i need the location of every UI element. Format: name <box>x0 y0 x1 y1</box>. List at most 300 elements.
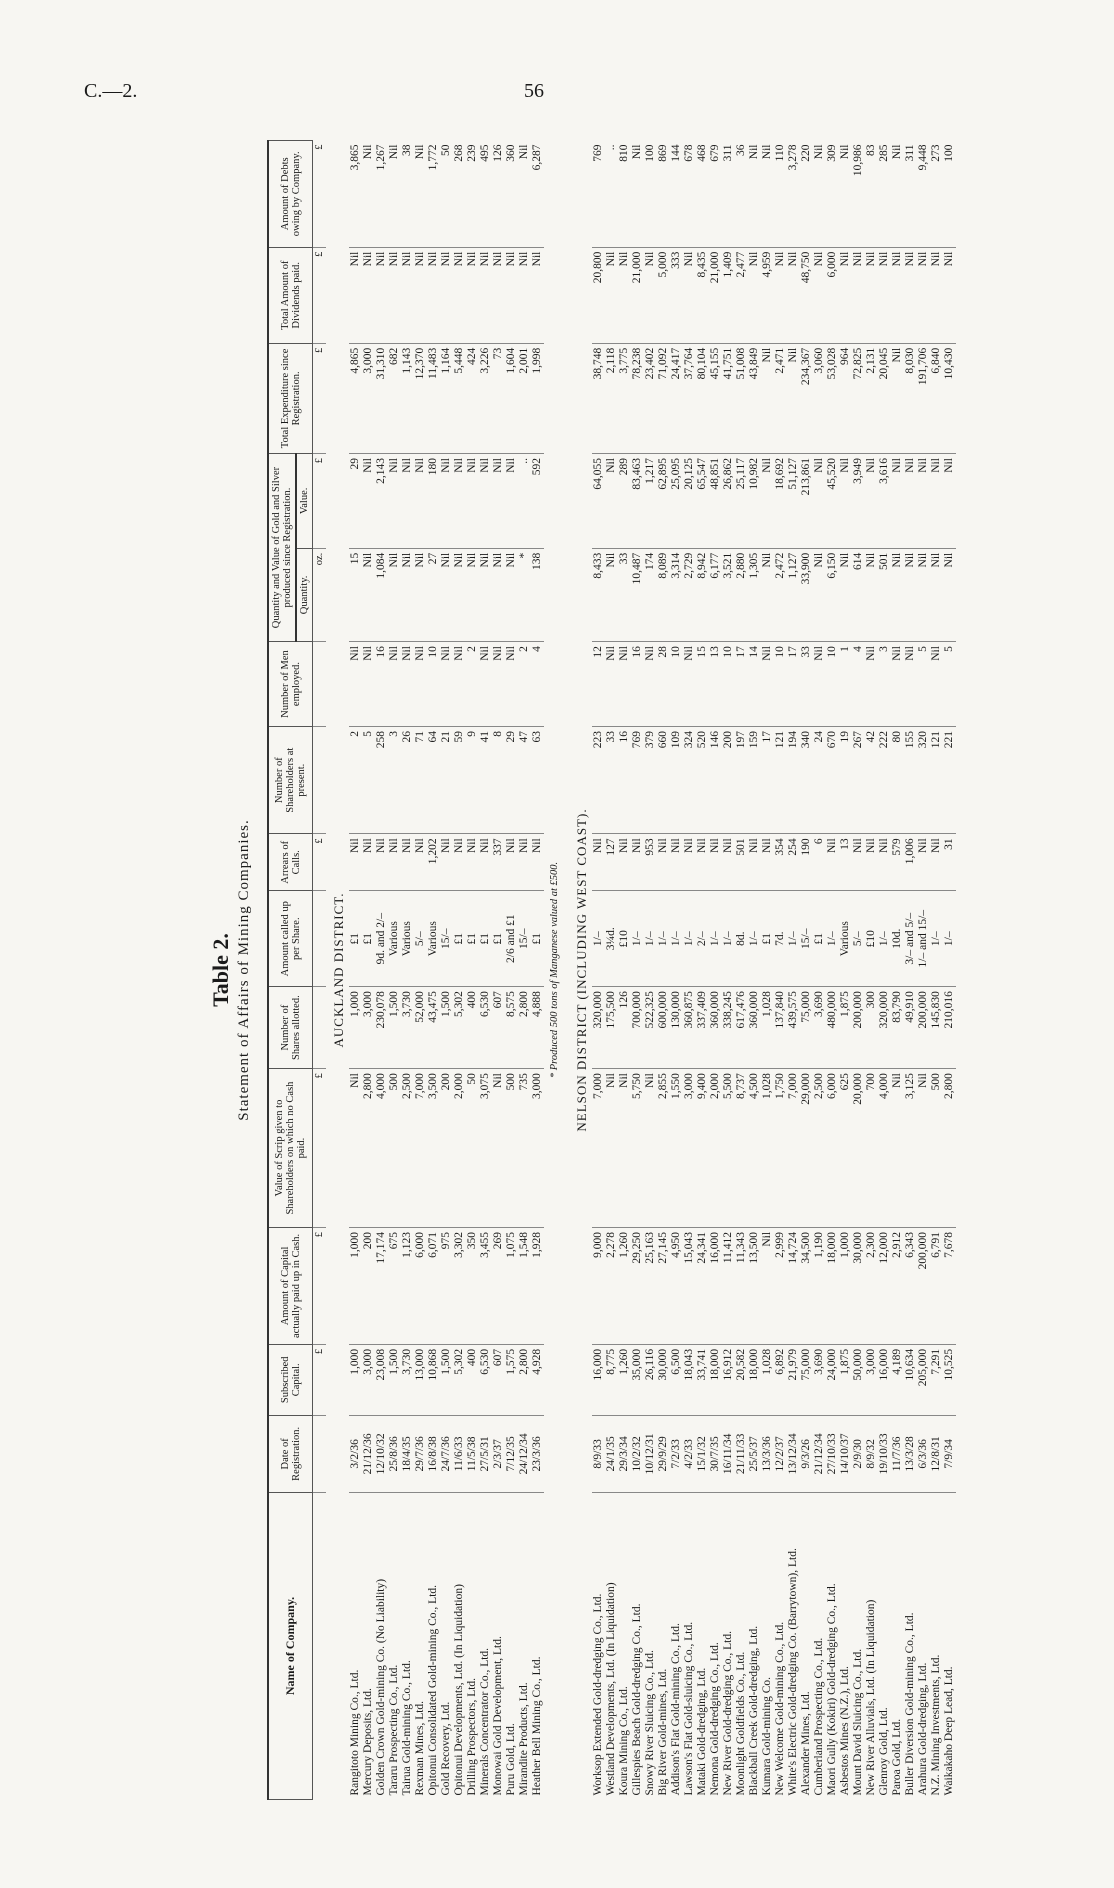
cell: Nil <box>761 1227 774 1344</box>
cell: 480,000 <box>826 987 839 1069</box>
cell: 10 <box>670 642 683 727</box>
cell: 28 <box>657 642 670 727</box>
cell: 43,475 <box>427 987 440 1069</box>
cell: Blackball Creek Gold-dredging, Ltd. <box>748 1625 761 1796</box>
cell: 3,226 <box>479 343 492 453</box>
cell: 769 <box>631 727 644 834</box>
cell: Nil <box>518 247 531 343</box>
cell: Nil <box>891 247 904 343</box>
cell: 682 <box>388 343 401 453</box>
cell: Nil <box>917 454 930 549</box>
cell: 23/3/36 <box>531 1415 544 1492</box>
cell: 424 <box>466 343 479 453</box>
cell: 18/4/35 <box>401 1415 414 1492</box>
cell: 675 <box>388 1227 401 1344</box>
cell: 33,900 <box>800 548 813 641</box>
cell: 23,402 <box>644 343 657 453</box>
cell <box>313 1415 327 1492</box>
cell: Nil <box>349 834 362 891</box>
cell: 21/12/34 <box>813 1415 826 1492</box>
cell: 360,000 <box>709 987 722 1069</box>
cell: 400 <box>466 1344 479 1415</box>
cell: 18,000 <box>748 1344 761 1415</box>
cell: Nil <box>492 642 505 727</box>
cell: 1/– and 15/– <box>917 891 930 987</box>
cell: 71 <box>414 727 427 834</box>
cell: Nil <box>505 454 518 549</box>
cell <box>313 727 327 834</box>
cell: 6,840 <box>930 343 943 453</box>
cell: Nil <box>362 247 375 343</box>
cell: 354 <box>774 834 787 891</box>
cell: Nil <box>904 454 917 549</box>
cell: Heather Bell Mining Co., Ltd. <box>531 1656 544 1796</box>
cell: 2,477 <box>735 247 748 343</box>
cell: 258 <box>375 727 388 834</box>
cell: 15 <box>349 548 362 641</box>
cell: 234,367 <box>800 343 813 453</box>
cell: 1,006 <box>904 834 917 891</box>
cell: 9,400 <box>696 1069 709 1228</box>
cell: 45,520 <box>826 454 839 549</box>
cell: 63 <box>531 727 544 834</box>
cell: 2,000 <box>709 1069 722 1228</box>
cell: 869 <box>657 141 670 248</box>
cell: 1,500 <box>388 1344 401 1415</box>
district-heading-nelson: NELSON DISTRICT (INCLUDING WEST COAST). <box>574 808 590 1132</box>
cell: 20,800 <box>592 247 605 343</box>
cell: 21,000 <box>709 247 722 343</box>
cell: 6,071 <box>427 1227 440 1344</box>
cell: 4,865 <box>349 343 362 453</box>
cell: Nil <box>388 247 401 343</box>
cell: 254 <box>787 834 800 891</box>
cell: £1 <box>531 891 544 987</box>
cell: 6,500 <box>670 1344 683 1415</box>
cell: 700,000 <box>631 987 644 1069</box>
cell: 24,417 <box>670 343 683 453</box>
cell: 3,000 <box>362 343 375 453</box>
cell: 51,127 <box>787 454 800 549</box>
cell: Nil <box>813 548 826 641</box>
cell: Nil <box>865 834 878 891</box>
cell: 4,500 <box>748 1069 761 1228</box>
cell: Alexander Mines, Ltd. <box>800 1691 813 1796</box>
table-row <box>800 141 813 1800</box>
cell: 1/– <box>826 891 839 987</box>
cell: 100 <box>644 141 657 248</box>
cell: 1,500 <box>440 987 453 1069</box>
cell: Nil <box>466 247 479 343</box>
cell: Various <box>388 891 401 987</box>
cell: £10 <box>618 891 631 987</box>
cell: 3,302 <box>453 1227 466 1344</box>
cell: 269 <box>492 1227 505 1344</box>
cell: 975 <box>440 1227 453 1344</box>
cell: 15/1/32 <box>696 1415 709 1492</box>
cell: Puru Gold, Ltd. <box>505 1723 518 1796</box>
cell: 1,000 <box>349 1227 362 1344</box>
table-title: Table 2. <box>208 933 233 1007</box>
cell: £ <box>313 834 327 891</box>
cell: Nil <box>891 548 904 641</box>
cell: 2,500 <box>813 1069 826 1228</box>
cell: Nil <box>518 141 531 248</box>
cell: 2,131 <box>865 343 878 453</box>
table-row <box>761 141 774 1800</box>
cell: Nil <box>414 247 427 343</box>
cell: 3,730 <box>401 1344 414 1415</box>
cell: 1,000 <box>839 1227 852 1344</box>
cell: Nil <box>505 642 518 727</box>
cell: 8,942 <box>696 548 709 641</box>
table-row <box>696 141 709 1800</box>
cell: Nil <box>401 454 414 549</box>
cell: 2,472 <box>774 548 787 641</box>
cell: 607 <box>492 1344 505 1415</box>
cell: Nil <box>631 141 644 248</box>
cell: Mataki Gold-dredging, Ltd. <box>696 1667 709 1796</box>
cell: Nil <box>748 834 761 891</box>
cell: 9d. and 2/– <box>375 891 388 987</box>
cell: 42 <box>865 727 878 834</box>
cell: New River Gold-dredging Co., Ltd. <box>722 1631 735 1796</box>
cell: 2,500 <box>401 1069 414 1228</box>
cell: 200,000 <box>917 1227 930 1344</box>
cell: 3,278 <box>787 141 800 248</box>
cell: 3,775 <box>618 343 631 453</box>
cell: Nil <box>453 642 466 727</box>
cell: Nil <box>787 247 800 343</box>
cell: 2/9/30 <box>852 1415 865 1492</box>
cell: 2,912 <box>891 1227 904 1344</box>
cell: 3,730 <box>401 987 414 1069</box>
cell: 20,000 <box>852 1069 865 1228</box>
cell: 73 <box>492 343 505 453</box>
cell: 200,000 <box>917 987 930 1069</box>
cell: Nil <box>904 247 917 343</box>
cell: 500 <box>505 1069 518 1228</box>
footnote: * Produced 500 tons of Manganese valued at £500. <box>549 861 561 1079</box>
cell: 3,865 <box>349 141 362 248</box>
cell: 48,851 <box>709 454 722 549</box>
cell: 29,250 <box>631 1227 644 1344</box>
cell: 10,986 <box>852 141 865 248</box>
table-row <box>518 141 531 1800</box>
cell: 145,830 <box>930 987 943 1069</box>
header-dividends: Total Amount of Dividends paid. <box>268 247 313 343</box>
cell: 21,979 <box>787 1344 800 1415</box>
cell: 146 <box>709 727 722 834</box>
cell: 9 <box>466 727 479 834</box>
cell: Nil <box>761 343 774 453</box>
cell: 21/11/33 <box>735 1415 748 1492</box>
cell: 194 <box>787 727 800 834</box>
cell: 7,291 <box>930 1344 943 1415</box>
cell: 109 <box>670 727 683 834</box>
page-number: 56 <box>524 80 544 102</box>
cell: 29/7/36 <box>414 1415 427 1492</box>
cell: 200 <box>362 1227 375 1344</box>
cell: £1 <box>349 891 362 987</box>
cell: 520 <box>696 727 709 834</box>
cell: 3,000 <box>531 1069 544 1228</box>
cell: Nil <box>683 642 696 727</box>
cell: New River Alluvials, Ltd. (In Liquidation) <box>865 1599 878 1796</box>
cell: 1,772 <box>427 141 440 248</box>
cell: 1/– <box>683 891 696 987</box>
cell: 735 <box>518 1069 531 1228</box>
header-value: Value. <box>296 454 313 549</box>
cell: Opitonui Consolidated Gold-mining Co., Ltd. <box>427 1584 440 1796</box>
cell: Nil <box>891 1069 904 1228</box>
cell: oz. <box>313 548 327 641</box>
cell: Nil <box>388 548 401 641</box>
cell: 64,055 <box>592 454 605 549</box>
cell: 190 <box>800 834 813 891</box>
cell: Nil <box>787 343 800 453</box>
header-quantity: Quantity. <box>296 548 313 641</box>
cell: £ <box>313 1344 327 1415</box>
cell: 27 <box>427 548 440 641</box>
cell: 21/12/36 <box>362 1415 375 1492</box>
cell: 62,895 <box>657 454 670 549</box>
cell: Nil <box>891 642 904 727</box>
cell: New Welcome Gold-mining Co., Ltd. <box>774 1621 787 1796</box>
cell: Waikakaho Deep Lead, Ltd. <box>943 1666 956 1796</box>
cell: 17 <box>761 727 774 834</box>
cell: Paroa Gold, Ltd. <box>891 1718 904 1796</box>
cell: 16,912 <box>722 1344 735 1415</box>
cell: Nil <box>492 1069 505 1228</box>
cell: Buller Diversion Gold-mining Co., Ltd. <box>904 1612 917 1796</box>
cell: Nil <box>388 642 401 727</box>
cell: 8,737 <box>735 1069 748 1228</box>
cell: 83,790 <box>891 987 904 1069</box>
cell: Worksop Extended Gold-dredging Co., Ltd. <box>592 1593 605 1796</box>
cell: 300 <box>865 987 878 1069</box>
cell: 15/– <box>518 891 531 987</box>
cell: 33 <box>605 727 618 834</box>
cell: 223 <box>592 727 605 834</box>
cell: £1 <box>761 891 774 987</box>
cell: £1 <box>453 891 466 987</box>
cell: 15 <box>696 642 709 727</box>
cell: Nil <box>401 642 414 727</box>
header-subscribed: Subscribed Capital. <box>268 1344 313 1415</box>
cell: 29/9/29 <box>657 1415 670 1492</box>
cell: 25/8/36 <box>388 1415 401 1492</box>
cell: 617,476 <box>735 987 748 1069</box>
cell: 6,287 <box>531 141 544 248</box>
cell: Gillespies Beach Gold-dredging Co., Ltd. <box>631 1603 644 1796</box>
cell: 10,430 <box>943 343 956 453</box>
cell: 2,800 <box>362 1069 375 1228</box>
cell: 3 <box>388 727 401 834</box>
cell: 14 <box>748 642 761 727</box>
cell: 43,849 <box>748 343 761 453</box>
cell: 1,260 <box>618 1344 631 1415</box>
cell: 3/2/36 <box>349 1415 362 1492</box>
table-row <box>414 141 427 1800</box>
cell: Nil <box>518 834 531 891</box>
cell: 6,892 <box>774 1344 787 1415</box>
cell: 72,825 <box>852 343 865 453</box>
cell: 324 <box>683 727 696 834</box>
cell: 7,000 <box>414 1069 427 1228</box>
cell: 29 <box>505 727 518 834</box>
cell: 600,000 <box>657 987 670 1069</box>
cell: 439,575 <box>787 987 800 1069</box>
table-row <box>375 141 388 1800</box>
cell: 23,008 <box>375 1344 388 1415</box>
table-row <box>453 141 466 1800</box>
cell: Nil <box>813 454 826 549</box>
cell: Nil <box>440 454 453 549</box>
cell: Nil <box>592 834 605 891</box>
cell: 8,435 <box>696 247 709 343</box>
cell: 11,412 <box>722 1227 735 1344</box>
cell: Nil <box>943 247 956 343</box>
cell: 2,278 <box>605 1227 618 1344</box>
cell: Nil <box>414 834 427 891</box>
cell: Westland Developments, Ltd. (In Liquidation) <box>605 1582 618 1796</box>
cell: 37,764 <box>683 343 696 453</box>
cell: Nil <box>917 548 930 641</box>
cell: Nil <box>618 642 631 727</box>
cell: 126 <box>618 987 631 1069</box>
cell: 2,001 <box>518 343 531 453</box>
cell: 267 <box>852 727 865 834</box>
cell: Nil <box>453 834 466 891</box>
cell: Nil <box>839 141 852 248</box>
cell: 27,145 <box>657 1227 670 1344</box>
cell: £ <box>313 454 327 549</box>
cell: 191,706 <box>917 343 930 453</box>
cell: 2,300 <box>865 1227 878 1344</box>
cell: 500 <box>388 1069 401 1228</box>
page-code: C.—2. <box>84 80 138 102</box>
cell: Nil <box>696 834 709 891</box>
cell: 3,949 <box>852 454 865 549</box>
cell: Nil <box>427 247 440 343</box>
table-row <box>787 141 800 1800</box>
cell: 80,104 <box>696 343 709 453</box>
cell: 1,260 <box>618 1227 631 1344</box>
table-row <box>774 141 787 1800</box>
cell: 3,125 <box>904 1069 917 1228</box>
cell: Nil <box>375 247 388 343</box>
cell: 522,325 <box>644 987 657 1069</box>
cell: Mercury Deposits, Ltd. <box>362 1688 375 1796</box>
cell: Nil <box>453 548 466 641</box>
cell: 13/12/34 <box>787 1415 800 1492</box>
cell: 289 <box>618 454 631 549</box>
cell: £ <box>313 1069 327 1228</box>
cell: 12/10/32 <box>375 1415 388 1492</box>
table-row <box>427 141 440 1800</box>
cell: 8,775 <box>605 1344 618 1415</box>
cell: Nil <box>388 834 401 891</box>
cell: 48,750 <box>800 247 813 343</box>
cell: 1/– <box>644 891 657 987</box>
cell: Nil <box>492 454 505 549</box>
cell: Nil <box>878 834 891 891</box>
cell: 6 <box>813 834 826 891</box>
cell: 2,880 <box>735 548 748 641</box>
cell: Nil <box>388 141 401 248</box>
cell: Nil <box>761 141 774 248</box>
cell: 2/6 and £1 <box>505 891 518 987</box>
cell: 8,089 <box>657 548 670 641</box>
cell: Nil <box>826 834 839 891</box>
cell: 501 <box>878 548 891 641</box>
cell: 24,341 <box>696 1227 709 1344</box>
cell: 2,471 <box>774 343 787 453</box>
cell: 20,045 <box>878 343 891 453</box>
cell: Nil <box>761 642 774 727</box>
cell: 11/5/38 <box>466 1415 479 1492</box>
cell: Various <box>427 891 440 987</box>
cell: 10/2/32 <box>631 1415 644 1492</box>
cell: 127 <box>605 834 618 891</box>
cell: Nil <box>440 548 453 641</box>
cell: 18,000 <box>826 1227 839 1344</box>
table-row <box>440 141 453 1800</box>
cell: Nil <box>748 247 761 343</box>
cell: 10,634 <box>904 1344 917 1415</box>
cell: 670 <box>826 727 839 834</box>
cell: 1/– <box>709 891 722 987</box>
cell: 3,000 <box>865 1344 878 1415</box>
cell: 1/– <box>657 891 670 987</box>
cell: * <box>518 548 531 641</box>
table-row <box>631 141 644 1800</box>
cell: 10,525 <box>943 1344 956 1415</box>
cell: 2,800 <box>943 1069 956 1228</box>
cell: 3,075 <box>479 1069 492 1228</box>
cell: 810 <box>618 141 631 248</box>
cell: 25,095 <box>670 454 683 549</box>
cell: 25,117 <box>735 454 748 549</box>
cell: Nil <box>479 834 492 891</box>
cell: 3,314 <box>670 548 683 641</box>
cell: 1,267 <box>375 141 388 248</box>
cell: 83,463 <box>631 454 644 549</box>
cell: Cumberland Prospecting Co., Ltd. <box>813 1637 826 1796</box>
cell: 121 <box>774 727 787 834</box>
cell: 10d. <box>891 891 904 987</box>
cell: 1/– <box>748 891 761 987</box>
cell: 3,000 <box>362 1344 375 1415</box>
cell: 4,000 <box>878 1069 891 1228</box>
cell: Nil <box>813 141 826 248</box>
cell: 5 <box>943 642 956 727</box>
cell: Nil <box>505 834 518 891</box>
cell: Nil <box>683 834 696 891</box>
cell: 268 <box>453 141 466 248</box>
cell: 5,302 <box>453 987 466 1069</box>
cell: Rangitoto Mining Co., Ltd. <box>349 1669 362 1796</box>
cell: 1,000 <box>349 987 362 1069</box>
cell: 19/10/33 <box>878 1415 891 1492</box>
cell: 30,000 <box>657 1344 670 1415</box>
cell <box>313 1493 327 1800</box>
cell: Golden Crown Gold-mining Co. (No Liability) <box>375 1578 388 1796</box>
cell: 25,163 <box>644 1227 657 1344</box>
cell: Nil <box>414 642 427 727</box>
cell: 1,000 <box>349 1344 362 1415</box>
